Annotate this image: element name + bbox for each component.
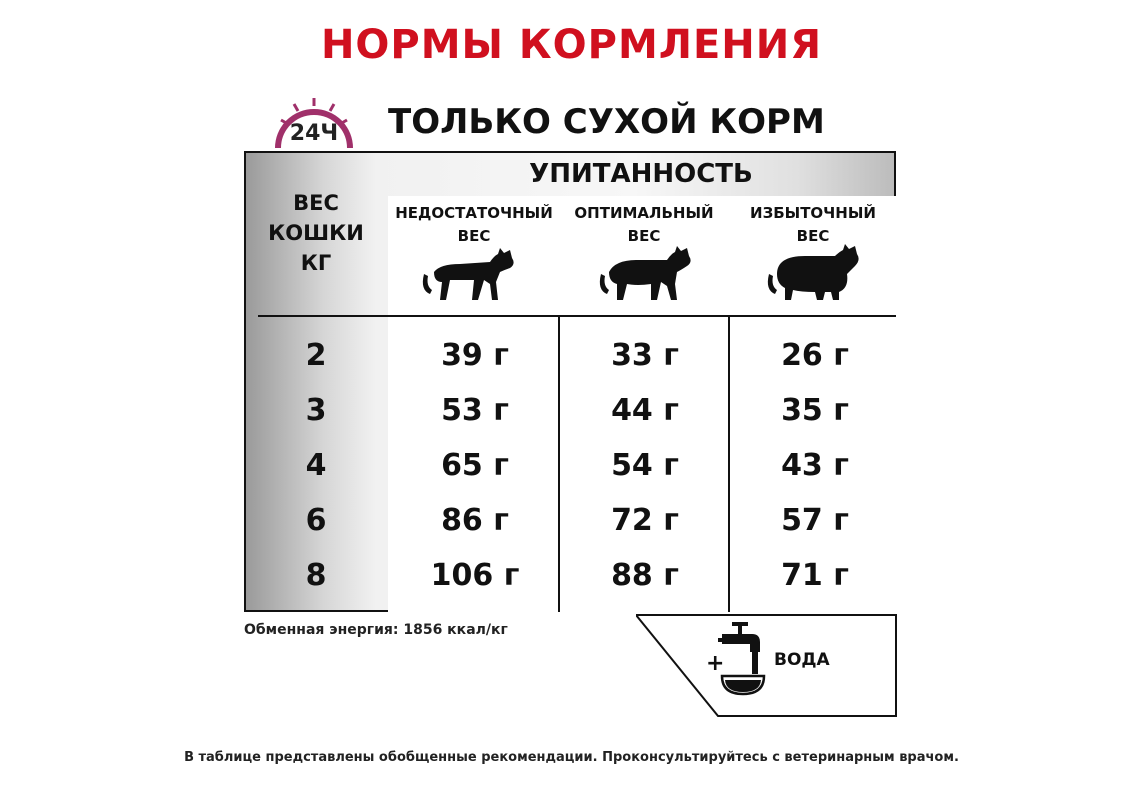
table-cell: 39 г bbox=[441, 338, 509, 373]
weight-header-line: КОШКИ bbox=[268, 221, 364, 245]
weight-column-header bbox=[262, 188, 370, 278]
plus-sign: + bbox=[706, 651, 725, 676]
table-cell: 57 г bbox=[781, 503, 849, 538]
column-header-line: ВЕС bbox=[627, 227, 661, 245]
table-cell: 106 г bbox=[430, 558, 520, 593]
table-cell: 53 г bbox=[441, 393, 509, 428]
weight-cell: 2 bbox=[305, 338, 327, 373]
weight-header-line: КГ bbox=[300, 251, 332, 275]
table-cell: 88 г bbox=[611, 558, 679, 593]
weight-cell: 8 bbox=[305, 558, 327, 593]
column-header-line: ОПТИМАЛЬНЫЙ bbox=[574, 204, 714, 222]
column-header-line: ВЕС bbox=[457, 227, 491, 245]
column-header-line: НЕДОСТАТОЧНЫЙ bbox=[395, 204, 553, 222]
clock-24h-icon bbox=[268, 90, 360, 160]
column-header-line: ИЗБЫТОЧНЫЙ bbox=[750, 204, 876, 222]
table-cell: 72 г bbox=[611, 503, 679, 538]
column-header-line: ВЕС bbox=[796, 227, 830, 245]
column-header-underweight bbox=[390, 202, 558, 248]
weight-cell: 4 bbox=[305, 448, 327, 483]
fat-cat-icon bbox=[765, 244, 865, 304]
table-cell: 65 г bbox=[441, 448, 509, 483]
normal-cat-icon bbox=[597, 244, 697, 304]
subtitle: ТОЛЬКО СУХОЙ КОРМ bbox=[388, 102, 825, 142]
column-header-overweight bbox=[729, 202, 897, 248]
water-tap-bowl-icon bbox=[718, 620, 768, 700]
thin-cat-icon bbox=[420, 244, 520, 304]
water-label: ВОДА bbox=[774, 650, 830, 670]
table-cell: 26 г bbox=[781, 338, 849, 373]
weight-cell: 6 bbox=[305, 503, 327, 538]
table-cell: 33 г bbox=[611, 338, 679, 373]
clock-label: 24Ч bbox=[289, 121, 339, 146]
condition-group-header: УПИТАННОСТЬ bbox=[529, 159, 753, 189]
footer-note: В таблице представлены обобщенные рекомендации. Проконсультируйтесь с ветеринарным врачом. bbox=[184, 750, 959, 765]
table-cell: 35 г bbox=[781, 393, 849, 428]
table-cell: 43 г bbox=[781, 448, 849, 483]
page-title: НОРМЫ КОРМЛЕНИЯ bbox=[320, 22, 823, 68]
energy-note: Обменная энергия: 1856 ккал/кг bbox=[244, 622, 508, 638]
weight-cell: 3 bbox=[305, 393, 327, 428]
table-cell: 86 г bbox=[441, 503, 509, 538]
column-header-optimal bbox=[560, 202, 728, 248]
weight-header-line: ВЕС bbox=[293, 191, 339, 215]
table-cell: 54 г bbox=[611, 448, 679, 483]
table-cell: 71 г bbox=[781, 558, 849, 593]
header-divider bbox=[258, 315, 896, 317]
table-cell: 44 г bbox=[611, 393, 679, 428]
